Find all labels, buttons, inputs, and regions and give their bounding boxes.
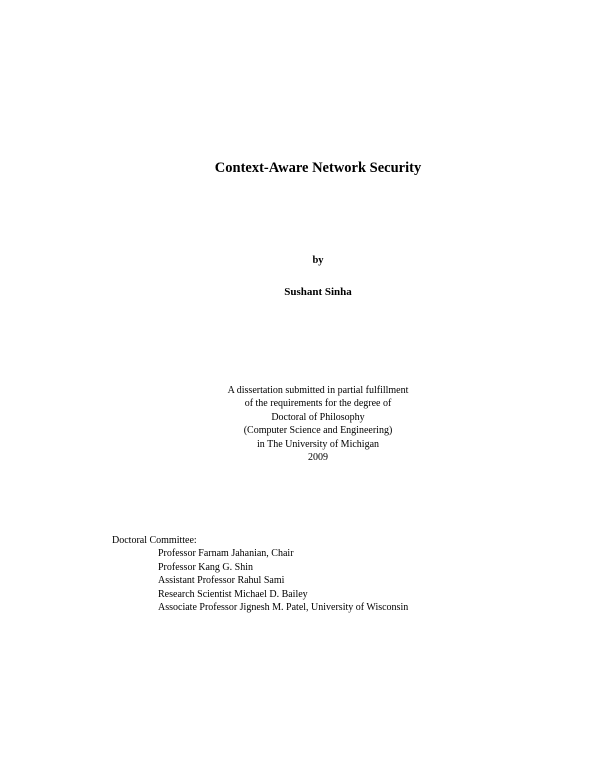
doctoral-committee bbox=[112, 534, 408, 614]
author-name: Sushant Sinha bbox=[284, 286, 352, 298]
statement-line: A dissertation submitted in partial fulfillment bbox=[227, 385, 409, 396]
degree-name: Doctoral of Philosophy bbox=[271, 411, 365, 423]
committee-list bbox=[112, 547, 408, 614]
committee-heading: Doctoral Committee: bbox=[112, 535, 197, 546]
committee-member: Associate Professor Jignesh M. Patel, University of Wisconsin bbox=[158, 602, 409, 614]
statement-line: of the requirements for the degree of bbox=[244, 398, 392, 410]
committee-member: Professor Farnam Jahanian, Chair bbox=[158, 548, 294, 560]
committee-member: Assistant Professor Rahul Sami bbox=[158, 575, 285, 587]
dissertation-title: Context-Aware Network Security bbox=[214, 160, 422, 176]
institution: in The University of Michigan bbox=[256, 438, 380, 450]
year: 2009 bbox=[308, 452, 328, 464]
by-line: by bbox=[312, 255, 324, 266]
degree-field: (Computer Science and Engineering) bbox=[243, 425, 393, 437]
committee-member: Professor Kang G. Shin bbox=[158, 561, 253, 573]
degree-statement bbox=[0, 384, 600, 464]
committee-member: Research Scientist Michael D. Bailey bbox=[158, 588, 308, 600]
